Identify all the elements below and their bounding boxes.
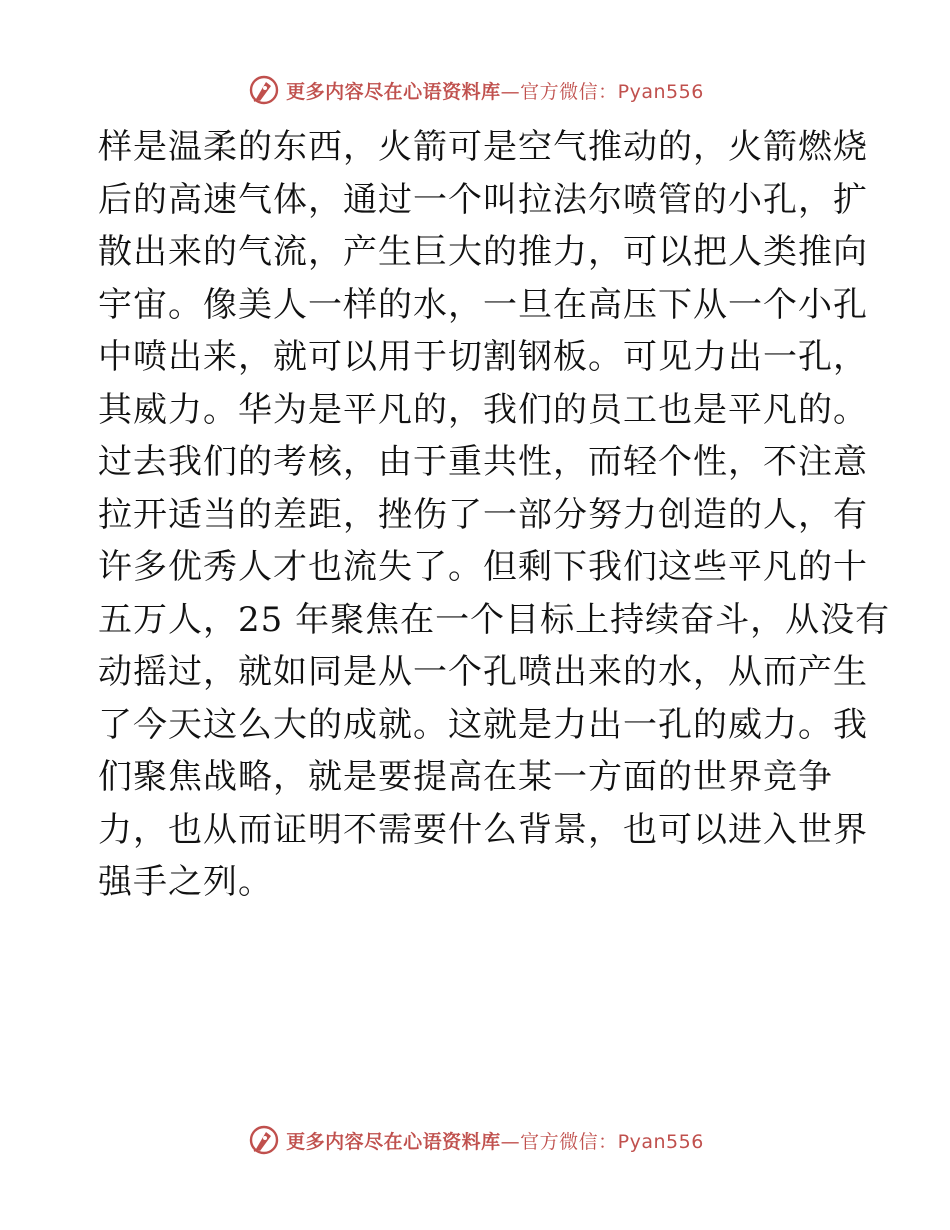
text-line: 五万人，25 年聚焦在一个目标上持续奋斗，从没有	[98, 599, 891, 640]
banner-sub-text: —官方微信：Pyan556	[500, 1130, 704, 1153]
header-banner	[0, 70, 950, 110]
text-line: 动摇过，就如同是从一个孔喷出来的水，从而产生	[98, 652, 868, 692]
banner-main-text: 更多内容尽在心语资料库	[286, 80, 501, 103]
text-line: 力，也从而证明不需要什么背景，也可以进入世界	[98, 809, 868, 850]
text-line: 散出来的气流，产生巨大的推力，可以把人类推向	[98, 232, 868, 272]
text-line: 过去我们的考核，由于重共性，而轻个性，不注意	[98, 442, 868, 482]
pen-nib-circle-icon	[246, 72, 282, 108]
text-line: 拉开适当的差距，挫伤了一部分努力创造的人，有	[98, 494, 868, 535]
text-line: 样是温柔的东西，火箭可是空气推动的，火箭燃烧	[98, 127, 868, 167]
text-line: 强手之列。	[98, 862, 273, 902]
banner-main-text: 更多内容尽在心语资料库	[286, 1130, 501, 1153]
pen-nib-circle-icon	[246, 1122, 282, 1158]
text-line: 后的高速气体，通过一个叫拉法尔喷管的小孔，扩	[98, 179, 868, 220]
text-line: 中喷出来，就可以用于切割钢板。可见力出一孔，	[98, 337, 868, 377]
text-line: 许多优秀人才也流失了。但剩下我们这些平凡的十	[98, 547, 868, 587]
body-paragraph	[98, 121, 891, 909]
banner-sub-text: —官方微信：Pyan556	[500, 80, 704, 103]
text-line: 们聚焦战略，就是要提高在某一方面的世界竞争	[98, 757, 833, 797]
footer-banner	[0, 1120, 950, 1160]
text-line: 其威力。华为是平凡的，我们的员工也是平凡的。	[98, 389, 868, 430]
text-line: 宇宙。像美人一样的水，一旦在高压下从一个小孔	[98, 284, 868, 325]
text-line: 了今天这么大的成就。这就是力出一孔的威力。我	[98, 704, 868, 745]
